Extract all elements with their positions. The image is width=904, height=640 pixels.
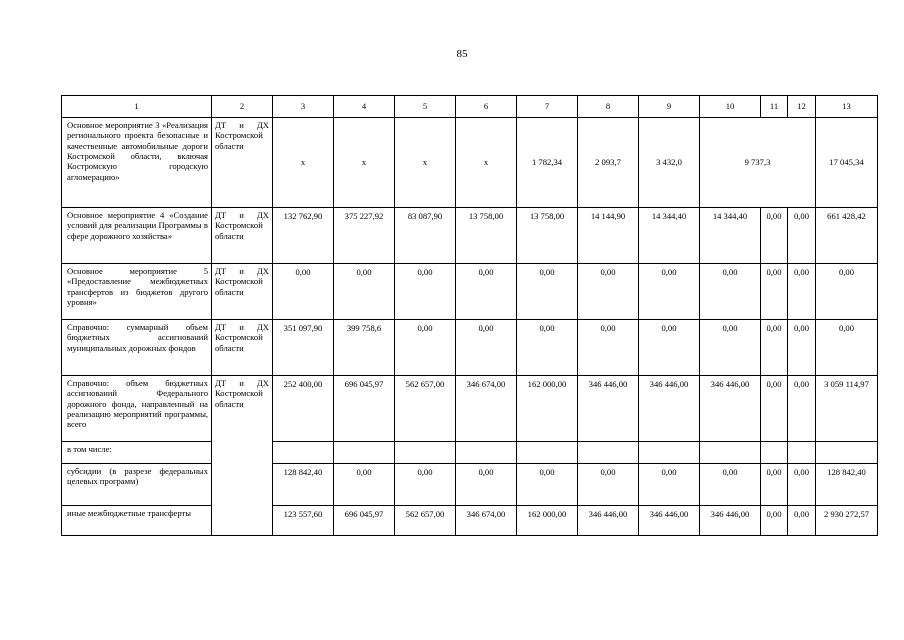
value-cell: 0,00 [788,464,816,506]
value-cell: 13 758,00 [517,208,578,264]
value-cell: х [456,118,517,208]
value-cell: 0,00 [700,464,761,506]
value-cell: 0,00 [578,464,639,506]
empty-cell [456,442,517,464]
header-cell: 10 [700,96,761,118]
table-row [62,376,878,442]
total-cell: 0,00 [816,320,878,376]
total-cell: 661 428,42 [816,208,878,264]
table-row [62,208,878,264]
row-description: иные межбюджетные трансферты [62,506,212,536]
value-cell: 0,00 [788,376,816,442]
value-cell: 346 446,00 [700,376,761,442]
value-cell: 0,00 [761,464,788,506]
value-cell: 0,00 [456,464,517,506]
empty-cell [517,442,578,464]
row-description: субсидии (в разрезе федеральных целевых программ) [62,464,212,506]
value-cell: 0,00 [700,320,761,376]
empty-cell [700,442,761,464]
value-cell: 346 674,00 [456,506,517,536]
value-cell: 13 758,00 [456,208,517,264]
row-description: Справочно: объем бюджетных ассигнований Федерального дорожного фонда, направленный на реализацию мероприятий программы, всего [62,376,212,442]
value-cell: 2 093,7 [578,118,639,208]
value-cell: 0,00 [761,264,788,320]
total-cell: 17 045,34 [816,118,878,208]
table-row [62,264,878,320]
value-cell: 0,00 [700,264,761,320]
value-cell: 0,00 [639,464,700,506]
empty-cell [639,442,700,464]
value-cell: 0,00 [761,208,788,264]
value-cell: 346 446,00 [639,376,700,442]
header-cell: 13 [816,96,878,118]
value-cell: 0,00 [761,320,788,376]
value-cell: 0,00 [334,464,395,506]
value-cell: 0,00 [273,264,334,320]
page-number: 85 [456,48,468,60]
header-cell: 2 [212,96,273,118]
value-cell: 346 446,00 [639,506,700,536]
value-cell: 3 432,0 [639,118,700,208]
value-cell: 562 657,00 [395,376,456,442]
value-cell: 346 446,00 [578,376,639,442]
value-cell: 132 762,90 [273,208,334,264]
header-cell: 3 [273,96,334,118]
value-cell: 375 227,92 [334,208,395,264]
row-executor: ДТ и ДХ Костромской области [212,118,273,208]
row-executor: ДТ и ДХ Костромской области [212,320,273,376]
value-cell: 0,00 [788,506,816,536]
value-cell-merged: 9 737,3 [700,118,816,208]
row-description: Основное мероприятие 5 «Предоставление межбюджетных трансфертов из бюджетов другого уровня» [62,264,212,320]
header-cell: 9 [639,96,700,118]
value-cell: 0,00 [395,320,456,376]
value-cell: 0,00 [578,264,639,320]
value-cell: 399 758,6 [334,320,395,376]
header-cell: 4 [334,96,395,118]
value-cell: 14 144,90 [578,208,639,264]
value-cell: 14 344,40 [639,208,700,264]
value-cell: 0,00 [639,320,700,376]
total-cell: 2 930 272,57 [816,506,878,536]
value-cell: 128 842,40 [273,464,334,506]
table-row [62,118,878,208]
value-cell: 14 344,40 [700,208,761,264]
value-cell: 0,00 [456,320,517,376]
row-description: Основное мероприятие 3 «Реализация регионального проекта безопасные и качественные автомобильные дороги Костромской области, включая Костромскую городскую агломерацию» [62,118,212,208]
value-cell: 0,00 [761,376,788,442]
value-cell: х [334,118,395,208]
value-cell: 0,00 [395,264,456,320]
total-cell: 3 059 114,97 [816,376,878,442]
row-description: Основное мероприятие 4 «Создание условий для реализации Программы в сфере дорожного хозяйства» [62,208,212,264]
table-row [62,506,878,536]
value-cell: 162 000,00 [517,506,578,536]
value-cell: 0,00 [578,320,639,376]
header-cell: 7 [517,96,578,118]
value-cell: 123 557,60 [273,506,334,536]
row-executor: ДТ и ДХ Костромской области [212,208,273,264]
value-cell: х [395,118,456,208]
empty-cell [816,442,878,464]
value-cell: 0,00 [639,264,700,320]
value-cell: 1 782,34 [517,118,578,208]
empty-cell [334,442,395,464]
value-cell: 696 045,97 [334,376,395,442]
value-cell: х [273,118,334,208]
total-cell: 0,00 [816,264,878,320]
table-row [62,442,878,464]
value-cell: 0,00 [788,320,816,376]
table-row [62,320,878,376]
header-cell: 11 [761,96,788,118]
empty-cell [395,442,456,464]
value-cell: 83 087,90 [395,208,456,264]
value-cell: 0,00 [395,464,456,506]
table-row [62,464,878,506]
value-cell: 0,00 [788,208,816,264]
row-description: Справочно: суммарный объем бюджетных ассигнований муниципальных дорожных фондов [62,320,212,376]
empty-cell [761,442,788,464]
header-cell: 8 [578,96,639,118]
value-cell: 346 446,00 [700,506,761,536]
header-cell: 6 [456,96,517,118]
value-cell: 252 400,00 [273,376,334,442]
value-cell: 0,00 [334,264,395,320]
value-cell: 0,00 [456,264,517,320]
empty-cell [788,442,816,464]
value-cell: 346 446,00 [578,506,639,536]
value-cell: 0,00 [517,264,578,320]
header-cell: 12 [788,96,816,118]
header-cell: 5 [395,96,456,118]
value-cell: 346 674,00 [456,376,517,442]
value-cell: 562 657,00 [395,506,456,536]
empty-cell [578,442,639,464]
value-cell: 0,00 [517,464,578,506]
row-executor: ДТ и ДХ Костромской области [212,264,273,320]
value-cell: 0,00 [761,506,788,536]
row-executor: ДТ и ДХ Костромской области [212,376,273,536]
header-row [62,96,878,118]
row-description: в том числе: [62,442,212,464]
value-cell: 0,00 [788,264,816,320]
value-cell: 351 097,90 [273,320,334,376]
empty-cell [273,442,334,464]
value-cell: 162 000,00 [517,376,578,442]
value-cell: 696 045,97 [334,506,395,536]
budget-table [61,95,878,536]
total-cell: 128 842,40 [816,464,878,506]
header-cell: 1 [62,96,212,118]
value-cell: 0,00 [517,320,578,376]
